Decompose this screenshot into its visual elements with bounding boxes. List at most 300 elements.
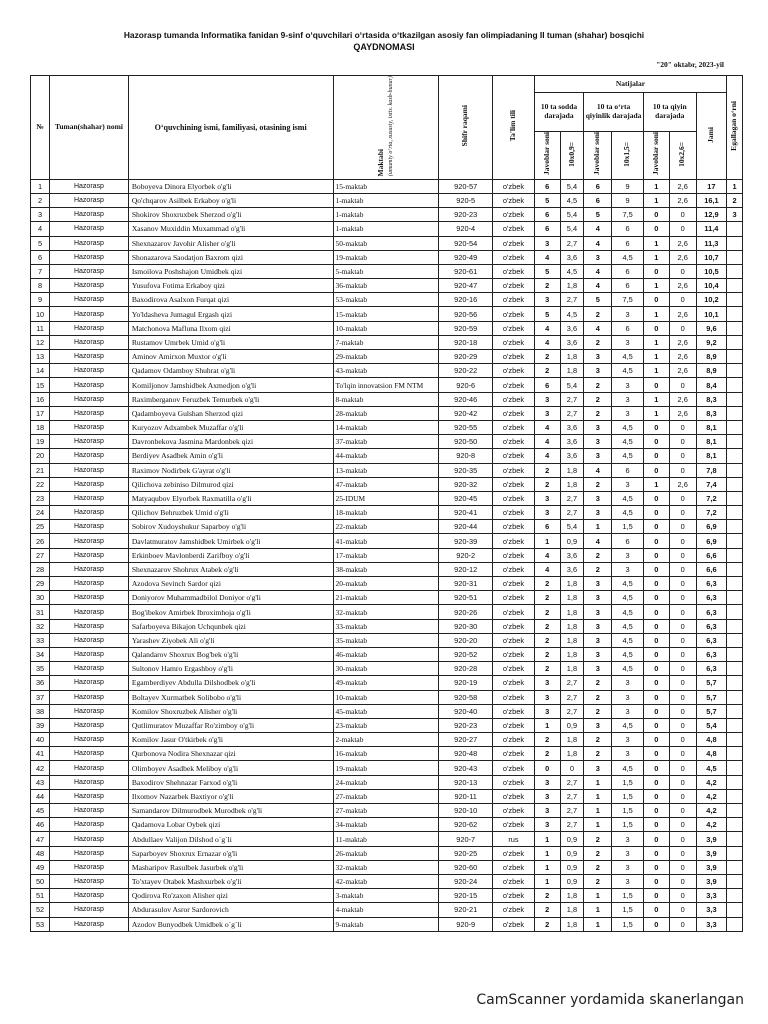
district-cell: Hazorasp [50,477,129,491]
medium-count-cell: 3 [584,350,612,364]
medium-score-cell: 4,5 [612,633,643,647]
place-cell [727,704,743,718]
row-number: 28 [31,562,50,576]
medium-count-cell: 1 [584,903,612,917]
language-cell: o'zbek [493,733,535,747]
easy-count-cell: 2 [534,647,560,661]
school-cell: 44-maktab [333,449,439,463]
total-cell: 7,2 [696,491,726,505]
easy-count-cell: 3 [534,676,560,690]
cipher-cell: 920-44 [439,520,493,534]
medium-score-cell: 3 [612,704,643,718]
hard-count-cell: 0 [643,378,669,392]
district-cell: Hazorasp [50,690,129,704]
cipher-cell: 920-4 [439,222,493,236]
language-cell: o'zbek [493,647,535,661]
place-cell [727,321,743,335]
school-cell: 27-maktab [333,804,439,818]
total-cell: 10,2 [696,293,726,307]
language-cell: o'zbek [493,279,535,293]
table-row [31,889,743,903]
place-cell [727,463,743,477]
easy-count-cell: 5 [534,307,560,321]
place-cell [727,279,743,293]
total-cell: 4,2 [696,789,726,803]
district-cell: Hazorasp [50,491,129,505]
medium-score-cell: 4,5 [612,420,643,434]
hard-score-cell: 0 [669,690,696,704]
hard-count-cell: 0 [643,704,669,718]
medium-count-cell: 3 [584,718,612,732]
row-number: 44 [31,789,50,803]
table-row [31,477,743,491]
school-cell: 9-maktab [333,917,439,931]
cipher-cell: 920-30 [439,619,493,633]
medium-score-cell: 6 [612,279,643,293]
medium-score-cell: 4,5 [612,364,643,378]
school-cell: 14-maktab [333,420,439,434]
district-cell: Hazorasp [50,676,129,690]
easy-count-cell: 4 [534,435,560,449]
hard-score-cell: 0 [669,520,696,534]
medium-count-cell: 2 [584,690,612,704]
hard-score-cell: 0 [669,534,696,548]
language-cell: o'zbek [493,307,535,321]
school-cell: 34-maktab [333,818,439,832]
medium-count-cell: 5 [584,208,612,222]
table-row [31,619,743,633]
place-cell: 2 [727,193,743,207]
easy-score-cell: 2,7 [560,818,584,832]
language-cell: o'zbek [493,179,535,193]
total-cell: 6,9 [696,534,726,548]
place-cell [727,548,743,562]
cipher-cell: 920-19 [439,676,493,690]
table-row [31,718,743,732]
medium-score-cell: 9 [612,179,643,193]
place-cell [727,647,743,661]
hard-score-cell: 0 [669,775,696,789]
hard-score-cell: 0 [669,264,696,278]
table-row [31,818,743,832]
hard-score-cell: 0 [669,874,696,888]
language-cell: o'zbek [493,577,535,591]
easy-count-cell: 3 [534,690,560,704]
easy-score-cell: 0,9 [560,832,584,846]
medium-count-cell: 1 [584,917,612,931]
cipher-cell: 920-31 [439,577,493,591]
header-results: Natijalar [534,76,726,93]
medium-count-cell: 2 [584,733,612,747]
hard-count-cell: 0 [643,789,669,803]
hard-count-cell: 0 [643,577,669,591]
medium-count-cell: 1 [584,818,612,832]
hard-score-cell: 0 [669,619,696,633]
easy-score-cell: 1,8 [560,747,584,761]
total-cell: 4,2 [696,804,726,818]
school-cell: 15-maktab [333,307,439,321]
language-cell: o'zbek [493,236,535,250]
school-cell: 1-maktab [333,208,439,222]
student-name-cell: Rustamov Umrbek Umid o'g'li [128,335,333,349]
language-cell: o'zbek [493,633,535,647]
school-cell: 8-maktab [333,392,439,406]
cipher-cell: 920-51 [439,591,493,605]
easy-score-cell: 0,9 [560,860,584,874]
cipher-cell: 920-47 [439,279,493,293]
table-row [31,548,743,562]
easy-count-cell: 2 [534,633,560,647]
district-cell: Hazorasp [50,222,129,236]
easy-count-cell: 5 [534,264,560,278]
place-cell [727,718,743,732]
hard-count-cell: 0 [643,506,669,520]
row-number: 48 [31,846,50,860]
easy-score-cell: 3,6 [560,335,584,349]
place-cell [727,761,743,775]
total-cell: 5,7 [696,676,726,690]
place-cell [727,860,743,874]
hard-count-cell: 0 [643,903,669,917]
school-cell: 53-maktab [333,293,439,307]
place-cell [727,534,743,548]
cipher-cell: 920-60 [439,860,493,874]
language-cell: o'zbek [493,917,535,931]
easy-score-cell: 1,8 [560,889,584,903]
table-row [31,364,743,378]
easy-score-cell: 0,9 [560,874,584,888]
cipher-cell: 920-6 [439,378,493,392]
row-number: 7 [31,264,50,278]
cipher-cell: 920-29 [439,350,493,364]
student-name-cell: Qo'chqarov Asilbek Erkaboy o'g'li [128,193,333,207]
hard-count-cell: 0 [643,222,669,236]
medium-count-cell: 2 [584,548,612,562]
medium-count-cell: 2 [584,477,612,491]
table-row [31,832,743,846]
header-school-note: (umumiy o‘rta, xususiy, ixtis. kasb-hunar) [387,76,394,177]
table-row [31,264,743,278]
easy-count-cell: 5 [534,193,560,207]
place-cell [727,633,743,647]
medium-score-cell: 4,5 [612,591,643,605]
medium-score-cell: 3 [612,562,643,576]
table-row [31,534,743,548]
school-cell: 29-maktab [333,350,439,364]
medium-score-cell: 4,5 [612,350,643,364]
row-number: 52 [31,903,50,917]
total-cell: 8,4 [696,378,726,392]
student-name-cell: Yo'ldasheva Jumagul Ergash qizi [128,307,333,321]
medium-count-cell: 5 [584,293,612,307]
header-language: Ta'lim tili [493,76,535,180]
row-number: 32 [31,619,50,633]
hard-score-cell: 0 [669,889,696,903]
easy-score-cell: 3,6 [560,250,584,264]
total-cell: 6,3 [696,605,726,619]
district-cell: Hazorasp [50,789,129,803]
medium-count-cell: 3 [584,633,612,647]
school-cell: 22-maktab [333,520,439,534]
hard-count-cell: 0 [643,718,669,732]
easy-count-cell: 2 [534,463,560,477]
cipher-cell: 920-25 [439,846,493,860]
total-cell: 17 [696,179,726,193]
hard-count-cell: 0 [643,548,669,562]
school-cell: 49-maktab [333,676,439,690]
student-name-cell: Qadamova Lobar Oybek qizi [128,818,333,832]
row-number: 25 [31,520,50,534]
header-total: Jami [696,93,726,180]
student-name-cell: Bog'ibekov Amirbek Ibroximhoja o'g'li [128,605,333,619]
easy-count-cell: 1 [534,832,560,846]
hard-score-cell: 0 [669,747,696,761]
hard-count-cell: 0 [643,208,669,222]
medium-count-cell: 3 [584,647,612,661]
row-number: 6 [31,250,50,264]
total-cell: 6,9 [696,520,726,534]
medium-score-cell: 4,5 [612,577,643,591]
table-row [31,250,743,264]
school-cell: 7-maktab [333,335,439,349]
total-cell: 8,9 [696,350,726,364]
table-row [31,577,743,591]
easy-score-cell: 2,7 [560,236,584,250]
hard-count-cell: 0 [643,818,669,832]
easy-score-cell: 1,8 [560,477,584,491]
row-number: 46 [31,818,50,832]
easy-score-cell: 2,7 [560,690,584,704]
cipher-cell: 920-49 [439,250,493,264]
district-cell: Hazorasp [50,307,129,321]
language-cell: o'zbek [493,491,535,505]
place-cell [727,449,743,463]
hard-score-cell: 0 [669,676,696,690]
school-cell: 35-maktab [333,633,439,647]
hard-count-cell: 0 [643,491,669,505]
total-cell: 11,4 [696,222,726,236]
row-number: 50 [31,874,50,888]
district-cell: Hazorasp [50,619,129,633]
medium-score-cell: 3 [612,378,643,392]
table-row [31,704,743,718]
table-row [31,860,743,874]
language-cell: o'zbek [493,193,535,207]
easy-score-cell: 1,8 [560,605,584,619]
medium-score-cell: 4,5 [612,506,643,520]
student-name-cell: Erkinboev Mavlonberdi Zarifboy o'g'li [128,548,333,562]
student-name-cell: Egamberdiyev Abdulla Dilshodbek o'g'li [128,676,333,690]
total-cell: 8,1 [696,449,726,463]
hard-score-cell: 0 [669,449,696,463]
medium-score-cell: 6 [612,264,643,278]
district-cell: Hazorasp [50,605,129,619]
medium-score-cell: 1,5 [612,775,643,789]
place-cell [727,747,743,761]
place-cell [727,562,743,576]
student-name-cell: To'xtayev Otabek Mashxurbek o'g'li [128,874,333,888]
language-cell: o'zbek [493,350,535,364]
medium-score-cell: 3 [612,733,643,747]
easy-score-cell: 3,6 [560,562,584,576]
hard-score-cell: 0 [669,506,696,520]
school-cell: 1-maktab [333,222,439,236]
medium-count-cell: 2 [584,378,612,392]
medium-score-cell: 3 [612,548,643,562]
district-cell: Hazorasp [50,350,129,364]
school-cell: 10-maktab [333,690,439,704]
school-cell: 13-maktab [333,463,439,477]
medium-score-cell: 4,5 [612,662,643,676]
language-cell: o'zbek [493,676,535,690]
language-cell: o'zbek [493,208,535,222]
hard-score-cell: 0 [669,633,696,647]
total-cell: 6,3 [696,647,726,661]
medium-score-cell: 6 [612,222,643,236]
row-number: 5 [31,236,50,250]
medium-score-cell: 3 [612,874,643,888]
hard-count-cell: 1 [643,335,669,349]
student-name-cell: Ismoilova Poshshajon Umidbek qizi [128,264,333,278]
place-cell [727,917,743,931]
row-number: 13 [31,350,50,364]
cipher-cell: 920-22 [439,364,493,378]
header-medium: 10 ta o‘rta qiyinlik darajada [584,93,644,132]
student-name-cell: Sultonov Hamro Ergashboy o'g'li [128,662,333,676]
row-number: 29 [31,577,50,591]
row-number: 23 [31,491,50,505]
student-name-cell: Shexnazarov Shohrux Atabek o'g'li [128,562,333,576]
district-cell: Hazorasp [50,662,129,676]
hard-count-cell: 1 [643,236,669,250]
place-cell [727,520,743,534]
header-medium-count: Javoblar soni [584,131,612,179]
school-cell: 4-maktab [333,903,439,917]
easy-score-cell: 2,7 [560,392,584,406]
hard-score-cell: 0 [669,591,696,605]
cipher-cell: 920-11 [439,789,493,803]
school-cell: 23-maktab [333,718,439,732]
district-cell: Hazorasp [50,321,129,335]
easy-count-cell: 2 [534,662,560,676]
hard-count-cell: 0 [643,647,669,661]
hard-count-cell: 0 [643,435,669,449]
row-number: 30 [31,591,50,605]
student-name-cell: Komilov Jasur O'tkirbek o'g'li [128,733,333,747]
hard-count-cell: 0 [643,633,669,647]
cipher-cell: 920-57 [439,179,493,193]
cipher-cell: 920-13 [439,775,493,789]
hard-count-cell: 1 [643,364,669,378]
school-cell: 27-maktab [333,789,439,803]
medium-count-cell: 4 [584,236,612,250]
table-row [31,662,743,676]
row-number: 34 [31,647,50,661]
student-name-cell: Baxodirov Shehnazar Farxod o'g'li [128,775,333,789]
hard-count-cell: 0 [643,733,669,747]
hard-count-cell: 1 [643,179,669,193]
medium-count-cell: 3 [584,491,612,505]
total-cell: 8,9 [696,364,726,378]
hard-count-cell: 0 [643,264,669,278]
table-row [31,591,743,605]
medium-count-cell: 3 [584,619,612,633]
student-name-cell: Qalandarov Shoxrux Bog'bek o'g'li [128,647,333,661]
medium-count-cell: 3 [584,591,612,605]
school-cell: 38-maktab [333,562,439,576]
district-cell: Hazorasp [50,747,129,761]
easy-count-cell: 4 [534,420,560,434]
student-name-cell: Matchonova Mafluna Ilxom qizi [128,321,333,335]
row-number: 51 [31,889,50,903]
medium-count-cell: 4 [584,321,612,335]
row-number: 26 [31,534,50,548]
hard-score-cell: 2,6 [669,364,696,378]
medium-score-cell: 1,5 [612,818,643,832]
language-cell: o'zbek [493,406,535,420]
hard-score-cell: 0 [669,804,696,818]
place-cell [727,846,743,860]
hard-score-cell: 0 [669,733,696,747]
row-number: 12 [31,335,50,349]
row-number: 33 [31,633,50,647]
easy-count-cell: 2 [534,903,560,917]
table-row [31,903,743,917]
easy-count-cell: 2 [534,279,560,293]
medium-count-cell: 1 [584,804,612,818]
cipher-cell: 920-61 [439,264,493,278]
cipher-cell: 920-48 [439,747,493,761]
language-cell: o'zbek [493,789,535,803]
place-cell [727,364,743,378]
easy-score-cell: 0 [560,761,584,775]
place-cell [727,264,743,278]
hard-count-cell: 0 [643,420,669,434]
hard-score-cell: 0 [669,222,696,236]
student-name-cell: Aminov Amirxon Muxtor o'g'li [128,350,333,364]
hard-count-cell: 0 [643,874,669,888]
hard-score-cell: 0 [669,548,696,562]
row-number: 35 [31,662,50,676]
student-name-cell: Komiljonov Jamshidbek Axmedjon o'g'li [128,378,333,392]
cipher-cell: 920-20 [439,633,493,647]
easy-score-cell: 1,8 [560,577,584,591]
total-cell: 5,7 [696,704,726,718]
place-cell [727,435,743,449]
place-cell: 1 [727,179,743,193]
student-name-cell: Qadamboyeva Gulshan Sherzod qizi [128,406,333,420]
hard-score-cell: 0 [669,789,696,803]
language-cell: o'zbek [493,264,535,278]
language-cell: o'zbek [493,605,535,619]
row-number: 22 [31,477,50,491]
place-cell [727,832,743,846]
easy-count-cell: 3 [534,818,560,832]
total-cell: 6,6 [696,562,726,576]
row-number: 9 [31,293,50,307]
place-cell [727,775,743,789]
language-cell: o'zbek [493,293,535,307]
medium-score-cell: 1,5 [612,789,643,803]
row-number: 40 [31,733,50,747]
header-cipher: Shifr raqami [439,76,493,180]
medium-score-cell: 1,5 [612,889,643,903]
easy-score-cell: 2,7 [560,676,584,690]
cipher-cell: 920-12 [439,562,493,576]
medium-score-cell: 4,5 [612,435,643,449]
place-cell [727,789,743,803]
hard-count-cell: 0 [643,775,669,789]
